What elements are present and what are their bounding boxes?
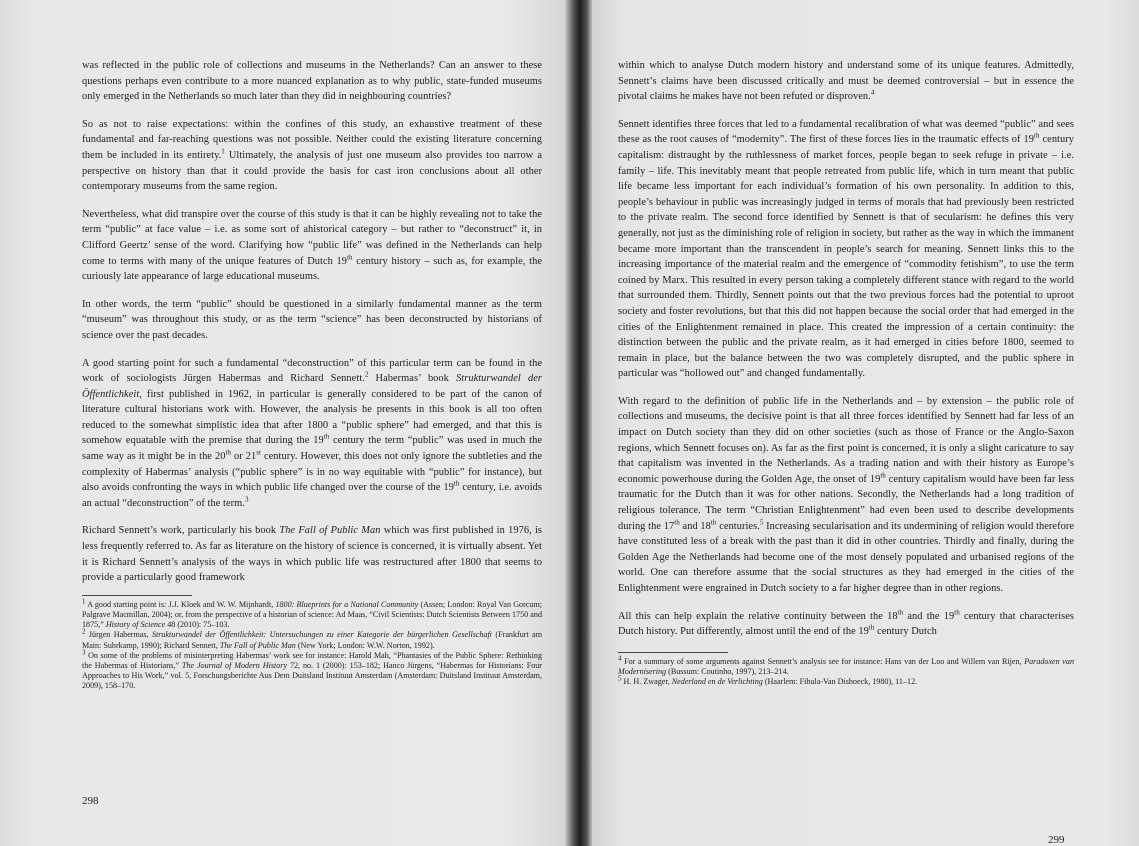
left-page-body — [82, 58, 542, 692]
footnote: $^3$ On some of the problems of misinterpreting Habermas’ work see for instance: Harold Mah, “Phantasies of the Public Sphere: Rethinking the Habermas of Historians,” The Journal of Modern History 72, no. 1 (2000): 153–182; Hanco Jürgens, “Habermas for Historians: Four Approaches to His Work,” vol. 5, Forschungsberichte Aus Dem Duitsland Instituut Amsterdam (Amsterdam: Duitsland Instituut Amsterdam, 2009), 158–170. — [82, 648, 542, 691]
footnote-ref: 3 — [244, 495, 249, 504]
paragraph: So as not to raise expectations: within the confines of this study, an exhaustive treatment of these fundamental and far-reaching questions was not possible. Neither could the existing literature concerning them be included in its entirety.$^1$ Ultimately, the analysis of just one museum also provides too narrow a perspective on history than that it could provide the basis for cast iron conclusions about all other contemporary museums from the same region. — [82, 118, 542, 193]
right-page — [592, 0, 1139, 846]
paragraph: Sennett identifies three forces that led to a fundamental recalibration of what was deemed “public” and sees these as the root causes of “modernity”. The first of these forces lies in the traumatic effects of 19th century capitalism: distraught by the ruthlessness of market forces, people began to seek refuge in private – i.e. family – life. This inevitably meant that people retreated from public life, which in turn meant that public life became less important for each individual’s formation of his own personality. In addition to this, people’s behaviour in public was increasingly judged in terms of morals that had previously been restricted to the private realm. The second force identified by Sennett is that of secularism: he defines this very generally, not just as the diminishing role of religion in society, but rather as the way in which the immanent became more important than the transcendent in people’s search for meaning. Sennett links this to the increasing importance of the material realm and the emergence of “commodity fetishism”, to use the term coined by Marx. This resulted in every person taking a completely different stance with regard to the world that surrounded them. Thirdly, Sennett points out that the two previous forces had the potential to uproot society and foster revolutions, but that this did not happen because the social order that had emerged in the cities of the Enlightenment remained in place. This created the impression of a certain continuity: the distinction between the public and the private realm, as it had emerged in cities before 1800, seemed to remain in place, but the balance between the two was completely disrupted, and the public sphere in particular was “hollowed out” and changed fundamentally. — [618, 118, 1074, 380]
paragraph: Nevertheless, what did transpire over the course of this study is that it can be highly revealing not to take the term “public” at face value – i.e. as some sort of ahistorical category – but rather to “deconstruct” it, in Clifford Geertz’ sense of the word. Clarifying how “public life” was defined in the Netherlands can help come to terms with many of the unique features of Dutch 19th century history – such as, for example, the curiously late appearance of large educational museums. — [82, 208, 542, 283]
paragraph: All this can help explain the relative continuity between the 18th and the 19th century that characterises Dutch history. Put differently, almost until the end of the 19th century Dutch — [618, 608, 1075, 638]
footnote: $^2$ Jürgen Habermas, Strukturwandel der Öffentlichkeit: Untersuchungen zu einer Kategorie der bürgerlichen Gesellschaft (Frankfurt am Main: Suhrkamp, 1990); Richard Sennett, The Fall of Public Man (New York; London: W.W. Norton, 1992). — [82, 627, 542, 650]
paragraph: Richard Sennett’s work, particularly his book The Fall of Public Man which was first published in 1976, is less frequently referred to. As far as literature on the history of science is concerned, it is virtually absent. Yet it is Richard Sennett’s analysis of the ways in which public life was restructured after 1800 that seems to provide a particularly good framework — [82, 525, 543, 584]
footnote-divider — [618, 652, 728, 653]
page-number: 298 — [82, 795, 99, 807]
left-page — [0, 0, 565, 846]
book-gutter — [565, 0, 592, 846]
right-page-body — [618, 58, 1074, 687]
paragraph: In other words, the term “public” should be questioned in a similarly fundamental manner as the term “museum” was throughout this study, or as the term “science” has been deconstructed by historians of science over the past decades. — [82, 298, 542, 341]
footnotes — [82, 595, 542, 692]
paragraph: was reflected in the public role of collections and museums in the Netherlands? Can an answer to these questions perhaps even contribute to a more nuanced explanation as to why public, state-funded museums only emerged in the Netherlands so much later than they did in neighbouring countries? — [82, 60, 542, 103]
footnote-ref: 1 — [221, 147, 225, 156]
footnotes — [618, 652, 1074, 688]
paragraph: within which to analyse Dutch modern history and understand some of its unique features. Admittedly, Sennett’s claims have been discussed critically and must be deemed controversial – but in essence the pivotal claims he makes have not been refuted or disproven.$^4$ — [618, 60, 1074, 103]
page-number: 299 — [1048, 834, 1065, 846]
footnote: $^4$ For a summary of some arguments against Sennett’s analysis see for instance: Hans van der Loo and Willem van Rijen, Paradoxen van Modernisering (Bussum: Coutinho, 1997), 213–214. — [618, 654, 1074, 676]
footnote: $^5$ H. H. Zwager, Nederland en de Verlichting (Haarlem: Fibula-Van Dishoeck, 1980), 11–12. — [618, 674, 918, 687]
footnote-divider — [82, 595, 192, 596]
footnote-ref: 2 — [364, 370, 369, 379]
footnote-ref: 5 — [759, 518, 764, 527]
footnote-ref: 4 — [870, 88, 875, 97]
paragraph: With regard to the definition of public life in the Netherlands and – by extension – the public role of collections and museums, the decisive point is that all three forces identified by Sennett had far less of an impact on Dutch society than they did on other societies (such as those of France or the Anglo-Saxon regions, which Sennett focuses on). As far as the first point is concerned, it is only a slight caricature to say that capitalism was invented in the Netherlands. As a trading nation and with their history as Europe’s economic powerhouse during the Golden Age, the onset of 19th century capitalism would have been far less traumatic for the Dutch than it was for other nations. Secondly, the Netherlands had a long tradition of religious tolerance. The term “Christian Enlightenment” had even been used to describe developments during the 17th and 18th centuries.$^5$ Increasing secularisation and its undermining of religion would therefore have constituted less of a break with the past than it did in other countries. Thirdly and finally, during the Golden Age the Netherlands had become one of the most densely populated and urbanised regions of the world. One can therefore assume that the social structures as they had emerged in the cities of the Enlightenment were engrained in Dutch society to a far higher degree than in other regions. — [618, 395, 1075, 594]
footnote: $^1$ A good starting point is: J.J. Kloek and W. W. Mijnhardt, 1800: Blueprints for a National Community (Assen; London: Royal Van Gorcum; Palgrave Macmillan, 2004); or, from the perspective of a historian of science: Ad Maas, “Civil Scientists: Dutch Scientists Between 1750 and 1875,” History of Science 48 (2010): 75–103. — [82, 597, 542, 630]
paragraph: A good starting point for such a fundamental “deconstruction” of this particular term can be found in the work of sociologists Jürgen Habermas and Richard Sennett.$^2$ Habermas’ book Strukturwandel der Öffentlichkeit, first published in 1962, in particular is generally considered to be part of the canon of literature cultural historians work with. However, the analysis he presents in this book is all too often reduced to the somewhat simplistic idea that after 1800 a “public sphere” had emerged, and that this is somehow equatable with the premise that during the 19th century the term “public” was used in much the same way as it might be in the 20th or 21st century. However, this does not only ignore the subtleties and the complexity of Habermas’ analysis (“public sphere” is in no way equitable with “public” for instance), but also avoids confronting the ways in which public life changed over the course of the 19th century, i.e. avoids an actual “deconstruction” of the term.$^3$ — [82, 357, 543, 509]
